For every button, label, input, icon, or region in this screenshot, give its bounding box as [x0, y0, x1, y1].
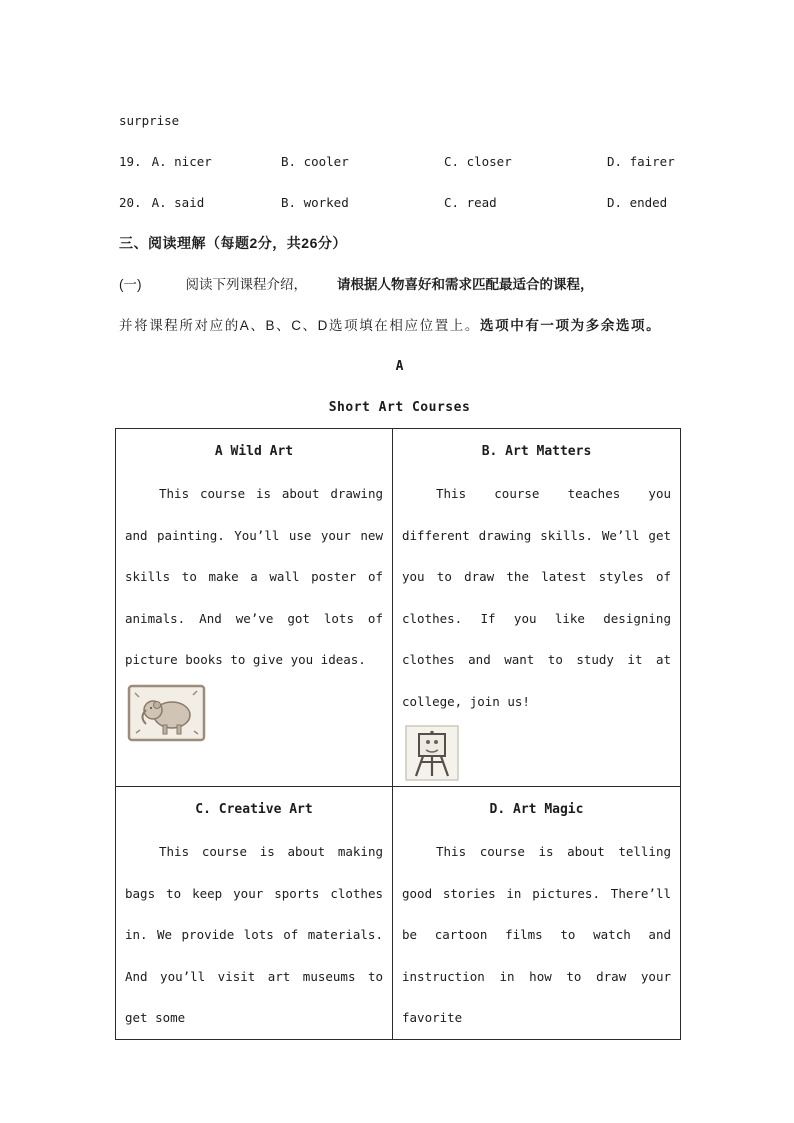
instructions-line-1 [119, 264, 680, 305]
question-19-option-b: B. cooler [281, 154, 349, 169]
instructions-line-1a: 阅读下列课程介绍， [185, 277, 307, 292]
course-a-text: This course is about drawing and painting. You’ll use your new skills to make a wall poster of animals. And we’ve got lots of picture books to give you ideas. [125, 486, 383, 667]
easel-sketch-image [404, 724, 671, 786]
section-heading: 三、阅读理解（每题2分，共26分） [119, 235, 347, 251]
elephant-sketch-image [127, 683, 383, 747]
part-label: (一) [119, 277, 142, 292]
question-19-row [119, 141, 680, 182]
question-20-number: 20. [119, 195, 142, 210]
text-surprise: surprise [119, 113, 180, 128]
question-20-option-a: 20. A. said [119, 182, 281, 223]
course-cell-c [116, 787, 393, 1040]
course-b-text: This course teaches you different drawing skills. We’ll get you to draw the latest styles of clothes. If you like designing clothes and want to study it at college, join us! [402, 486, 671, 709]
course-d-text: This course is about telling good stories in pictures. There’ll be cartoon films to watch and instruction in how to draw your favorite [402, 844, 671, 1025]
question-20-row [119, 182, 680, 223]
question-19-option-a: 19. A. nicer [119, 141, 281, 182]
question-20-option-d: D. ended [607, 195, 668, 210]
question-19-option-d: D. fairer [607, 154, 675, 169]
question-20-option-c: C. read [444, 195, 497, 210]
question-19-option-c: C. closer [444, 154, 512, 169]
passage-title: Short Art Courses [328, 400, 471, 415]
course-table [115, 428, 681, 1040]
course-cell-b [393, 429, 681, 787]
passage-label: A [395, 359, 404, 374]
course-b-title: B. Art Matters [481, 444, 592, 459]
instructions-line-1b: 请根据人物喜好和需求匹配最适合的课程， [337, 277, 594, 292]
course-cell-d [393, 787, 681, 1040]
question-20-option-b: B. worked [281, 195, 349, 210]
course-c-text: This course is about making bags to keep your sports clothes in. We provide lots of materials. And you’ll visit art museums to get some [125, 844, 383, 1025]
course-cell-a [116, 429, 393, 787]
question-19-number: 19. [119, 154, 142, 169]
course-c-title: C. Creative Art [195, 802, 313, 817]
instructions-line-2 [119, 305, 680, 346]
course-d-title: D. Art Magic [489, 802, 584, 817]
instructions-line-2b: 选项中有一项为多余选项。 [480, 318, 662, 333]
instructions-line-2a: 并将课程所对应的A、B、C、D选项填在相应位置上。 [119, 318, 481, 333]
course-a-title: A Wild Art [214, 444, 294, 459]
